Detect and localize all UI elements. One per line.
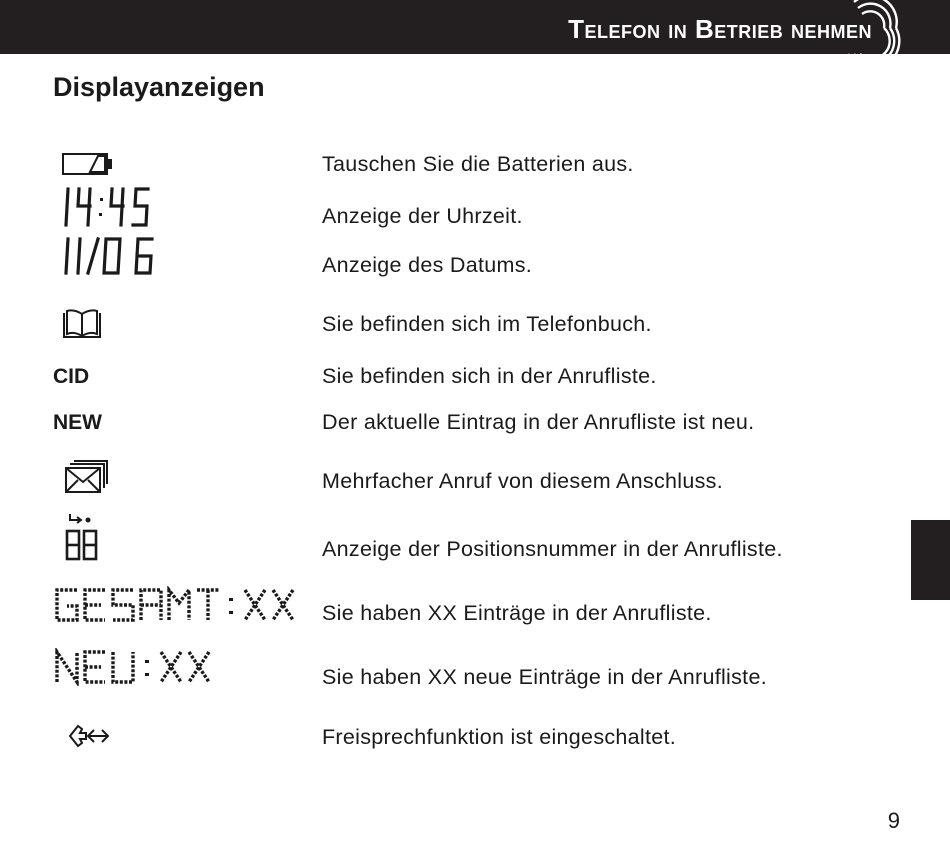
row-text-date: Anzeige des Datums. xyxy=(322,253,533,277)
row-text-battery: Tauschen Sie die Batterien aus. xyxy=(322,152,634,176)
page-number: 9 xyxy=(887,808,900,833)
logo-icon xyxy=(844,0,904,56)
battery-icon xyxy=(62,153,114,175)
row-text-multiple-call: Mehrfacher Anruf von diesem Anschluss. xyxy=(322,469,723,493)
page-title: Displayanzeigen xyxy=(53,72,265,102)
lcd-new-display xyxy=(53,648,219,686)
header-bar xyxy=(0,0,950,54)
position-number-icon xyxy=(64,512,104,562)
row-text-new: Der aktuelle Eintrag in der Anrufliste ist neu. xyxy=(322,410,755,434)
row-text-speakerphone: Freisprechfunktion ist eingeschaltet. xyxy=(322,725,677,749)
row-text-phonebook: Sie befinden sich im Telefonbuch. xyxy=(322,312,652,336)
lcd-date-display xyxy=(60,236,158,276)
row-text-time: Anzeige der Uhrzeit. xyxy=(322,204,523,228)
row-text-position: Anzeige der Positionsnummer in der Anrufliste. xyxy=(322,537,783,561)
speakerphone-icon xyxy=(68,724,110,748)
multiple-mail-icon xyxy=(64,460,108,494)
lcd-time-display xyxy=(60,186,152,228)
lcd-total-display xyxy=(53,586,299,624)
section-title: Telefon in Betrieb nehmen xyxy=(568,14,872,44)
chapter-tab-marker xyxy=(911,520,950,600)
row-text-total: Sie haben XX Einträge in der Anrufliste. xyxy=(322,601,712,625)
phonebook-icon xyxy=(62,309,102,339)
new-label: NEW xyxy=(53,411,102,434)
cid-label: CID xyxy=(53,365,90,388)
row-text-new-count: Sie haben XX neue Einträge in der Anrufliste. xyxy=(322,665,767,689)
row-text-cid: Sie befinden sich in der Anrufliste. xyxy=(322,364,657,388)
